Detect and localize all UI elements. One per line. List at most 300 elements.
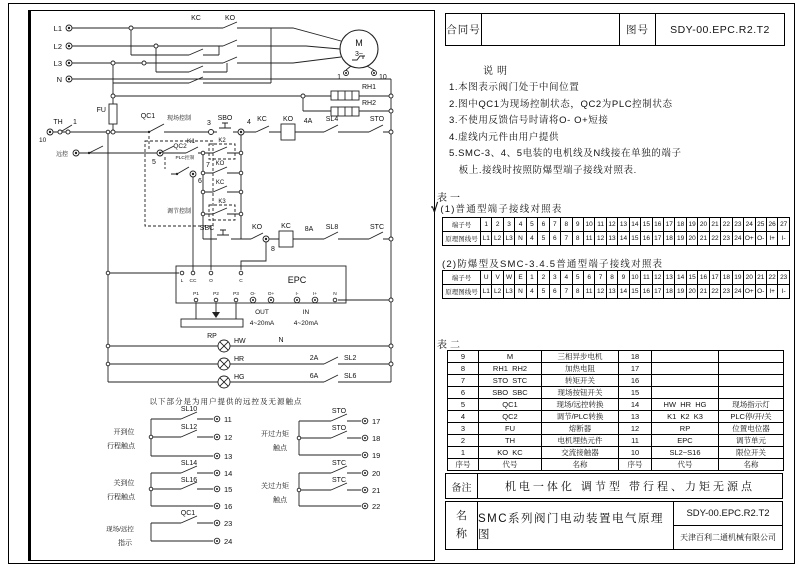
terminal-18-dot <box>364 437 366 439</box>
table-row <box>448 459 784 471</box>
label-6a: 6A <box>309 373 319 380</box>
cell: 26 <box>766 218 777 232</box>
label-in: IN <box>302 309 310 316</box>
cell: 加热电阻 <box>542 363 619 375</box>
label-k2: K2 <box>218 138 226 144</box>
cell: 17 <box>664 218 675 232</box>
cell: 1 <box>481 218 492 232</box>
table-row <box>448 375 784 387</box>
label-travel-contacts2: 行程触点 <box>107 494 135 501</box>
cell <box>652 363 719 375</box>
cell: K1 K2 K3 <box>652 411 719 423</box>
label-stc-g2: STC <box>332 477 346 484</box>
table-row <box>443 271 790 285</box>
cell: L3 <box>503 285 514 299</box>
junction <box>297 436 301 440</box>
cell: 18 <box>664 232 675 246</box>
junction <box>301 94 305 98</box>
label-qc2: QC2 <box>173 143 187 150</box>
label-rh2: RH2 <box>362 100 377 107</box>
table-row <box>443 218 790 232</box>
terminal-table-ex-body <box>443 271 790 299</box>
cell: SL2~S16 <box>652 447 719 459</box>
component-table-body <box>448 351 784 471</box>
cell: L3 <box>503 232 514 246</box>
table-row <box>448 387 784 399</box>
cell: I+ <box>766 232 777 246</box>
label-sl2: SL2 <box>344 355 357 362</box>
cell: 1 <box>526 271 537 285</box>
label-ko-rung: KO <box>215 161 225 167</box>
user-contacts-section <box>106 396 380 547</box>
cell: 熔断器 <box>542 423 619 435</box>
label-in-ma: 4~20mA <box>293 320 319 327</box>
cell: RH1 RH2 <box>479 363 542 375</box>
contact-blades <box>189 22 237 83</box>
table-row <box>448 423 784 435</box>
motor-terminal-10-dot <box>373 72 375 74</box>
cell <box>652 375 719 387</box>
junction <box>201 151 205 155</box>
cell: 3 <box>549 271 560 285</box>
epc-terminal-n <box>333 298 337 302</box>
label-contacts2: 触点 <box>273 497 287 504</box>
cell: 17 <box>652 232 663 246</box>
cell: 11 <box>641 271 652 285</box>
cell: 11 <box>583 285 594 299</box>
label-rp: RP <box>207 333 217 340</box>
cell: 6 <box>583 271 594 285</box>
terminal-21-dot <box>364 489 366 491</box>
circuit-svg <box>31 11 431 558</box>
cell: 位置电位器 <box>719 423 784 435</box>
terminal-24-dot <box>216 540 218 542</box>
terminal-22-dot <box>364 505 366 507</box>
cell: 9 <box>448 351 479 363</box>
terminal-16-dot <box>216 505 218 507</box>
cell: 23 <box>721 232 732 246</box>
remark-row <box>445 473 783 499</box>
terminal-13-dot <box>216 455 218 457</box>
cell: 21 <box>709 218 720 232</box>
cell: L1 <box>481 285 492 299</box>
table-row <box>448 435 784 447</box>
junction <box>142 61 146 65</box>
ko-coil <box>281 124 295 140</box>
label-l2: L2 <box>53 42 62 51</box>
label-t12: 12 <box>224 433 233 442</box>
cell: L2 <box>492 232 503 246</box>
label-motor-phase: 3~ <box>355 51 363 58</box>
note-item: 1.本图表示阀门处于中间位置 <box>449 82 580 93</box>
label-epc-o: O <box>209 279 213 284</box>
cell: 17 <box>709 271 720 285</box>
label-local-ctrl: 现场控制 <box>166 116 192 122</box>
control-section <box>39 104 393 271</box>
cell: 8 <box>606 271 617 285</box>
label-w1: 1 <box>73 119 77 126</box>
sl2-blade <box>324 357 338 364</box>
cell: HW HR HG <box>652 399 719 411</box>
cell: 12 <box>619 423 652 435</box>
cell: 9 <box>572 218 583 232</box>
cell <box>719 387 784 399</box>
cell: 13 <box>606 285 617 299</box>
epc-section <box>106 130 393 382</box>
junction <box>201 171 205 175</box>
junction <box>239 151 243 155</box>
junction <box>239 190 243 194</box>
cell: 序号 <box>448 459 479 471</box>
terminal-l2-dot <box>68 45 70 47</box>
name-label-text: 名称 <box>456 509 467 540</box>
cell: 16 <box>641 232 652 246</box>
note-item: 5.SMC-3、4、5电装的电机线及N线接在单独的端子 <box>449 148 682 159</box>
label-hg: HG <box>234 374 245 381</box>
cell: 7 <box>448 375 479 387</box>
cell <box>719 375 784 387</box>
cell: I+ <box>766 285 777 299</box>
label-contacts1: 触点 <box>273 445 287 452</box>
cell: 5 <box>448 399 479 411</box>
heater-wires <box>113 96 391 111</box>
cell: O- <box>755 232 766 246</box>
cell: L2 <box>492 285 503 299</box>
qc1-blade <box>149 124 164 132</box>
cell: 20 <box>686 285 697 299</box>
table-row <box>448 363 784 375</box>
cell: W <box>503 271 514 285</box>
cell: TH <box>479 435 542 447</box>
cell: 21 <box>698 232 709 246</box>
cell: 13 <box>618 218 629 232</box>
rp-wiper-arrow <box>212 312 220 318</box>
motor-terminal-1-dot <box>345 72 347 74</box>
label-epc-cc: CC <box>189 279 197 284</box>
label-terminal-5: 5 <box>152 159 156 166</box>
junction <box>389 109 393 113</box>
label-sl8: SL8 <box>325 224 339 231</box>
cell: 16 <box>619 375 652 387</box>
terminal-4-dot <box>240 131 242 133</box>
cell: 6 <box>448 387 479 399</box>
label-n: N <box>56 75 62 84</box>
label-terminal-3: 3 <box>207 120 211 127</box>
sl6-blade <box>324 375 338 382</box>
table1-sub2-title-text: (2)防爆型及SMC-3.4.5普通型端子接线对照表 <box>442 259 664 270</box>
close-torque-wires <box>299 473 361 506</box>
label-qc1-ind: QC1 <box>180 510 196 517</box>
cell: 原理图线号 <box>443 285 481 299</box>
cell: 7 <box>549 218 560 232</box>
kc-branch-wires <box>113 28 271 104</box>
cell: 2 <box>492 218 503 232</box>
label-kc-nc: KC <box>257 116 267 123</box>
cell: KO KC <box>479 447 542 459</box>
cell: 11 <box>595 218 606 232</box>
label-t22: 22 <box>372 502 381 511</box>
cell: 14 <box>629 218 640 232</box>
cell: 交流接触器 <box>542 447 619 459</box>
label-sto: STO <box>369 116 385 123</box>
cell: SBO SBC <box>479 387 542 399</box>
label-k3: K3 <box>218 199 226 205</box>
cell <box>719 351 784 363</box>
stc-blade <box>369 232 383 239</box>
label-t15: 15 <box>224 485 233 494</box>
cell <box>652 351 719 363</box>
cell: 8 <box>561 218 572 232</box>
motor-circle <box>340 30 378 68</box>
epc-terminal-p1 <box>194 298 198 302</box>
cell: 现场指示灯 <box>719 399 784 411</box>
cell: V <box>492 271 503 285</box>
label-t23: 23 <box>224 519 233 528</box>
cell: 1 <box>448 447 479 459</box>
label-motor: M <box>355 38 363 48</box>
table-row <box>443 232 790 246</box>
resistor-rh2-div <box>338 107 352 116</box>
label-ko: KO <box>224 15 236 22</box>
cell: 10 <box>583 218 594 232</box>
cell: 序号 <box>619 459 652 471</box>
cell: 12 <box>595 232 606 246</box>
cell: 8 <box>448 363 479 375</box>
cell: 17 <box>619 363 652 375</box>
cell: 18 <box>619 351 652 363</box>
cell: 14 <box>619 399 652 411</box>
cell: 端子号 <box>443 271 481 285</box>
junction <box>389 237 393 241</box>
label-sl16: SL16 <box>180 477 198 484</box>
cell: 3 <box>503 218 514 232</box>
table-row <box>448 351 784 363</box>
label-close-travel: 关到位 <box>113 480 135 487</box>
cell: 7 <box>595 271 606 285</box>
terminal-19-dot <box>364 454 366 456</box>
label-epc-c: C <box>239 279 243 284</box>
label-reg-ctrl: 调节控制 <box>166 209 192 215</box>
cell: 22 <box>766 271 777 285</box>
cell: 19 <box>732 271 743 285</box>
drawing-title: SMC系列阀门电动装置电气原理图 <box>478 502 674 549</box>
cell: STO STC <box>479 375 542 387</box>
cell: 21 <box>698 285 709 299</box>
cell: 4 <box>515 218 526 232</box>
company-name: 天津百利二通机械有限公司 <box>680 533 776 542</box>
label-motor-t1: 1 <box>337 74 341 81</box>
label-t17: 17 <box>372 417 381 426</box>
label-out: OUT <box>255 309 269 316</box>
cell: 20 <box>744 271 755 285</box>
cell: 现场按钮开关 <box>542 387 619 399</box>
label-kc: KC <box>191 15 201 22</box>
user-note: 以下部分是为用户提供的远控及无源触点 <box>149 397 303 406</box>
cell: 22 <box>709 232 720 246</box>
cell: 调节/PLC转换 <box>542 411 619 423</box>
terminal-23-dot <box>216 522 218 524</box>
label-8a: 8A <box>304 226 314 233</box>
label-th: TH <box>53 119 63 126</box>
label-remote: 远控 <box>55 152 68 158</box>
cell: 6 <box>549 285 560 299</box>
terminal-3 <box>209 130 214 135</box>
epc-terminal-cc <box>191 271 195 275</box>
terminal-table-explosion-proof <box>442 270 790 299</box>
label-terminal-6: 6 <box>198 178 202 185</box>
cell: 15 <box>619 387 652 399</box>
cell: 11 <box>583 232 594 246</box>
cell: 12 <box>652 271 663 285</box>
contract-no-label: 合同号 <box>446 24 481 36</box>
label-out-ma: 4~20mA <box>249 320 275 327</box>
cell: 5 <box>538 232 549 246</box>
cell: 5 <box>526 218 537 232</box>
note-item: 板上.接线时按照防爆型端子接线对照表. <box>449 164 637 176</box>
label-sl10: SL10 <box>180 406 198 413</box>
label-close-torque: 关过力矩 <box>261 483 289 490</box>
label-travel-contacts: 行程触点 <box>107 443 135 450</box>
label-hr: HR <box>234 356 245 363</box>
note-item: 4.虚线内元件由用户提供 <box>449 131 560 143</box>
epc-terminal-i-minus-dot <box>296 299 298 301</box>
cell: E <box>515 271 526 285</box>
label-rh1: RH1 <box>362 84 377 91</box>
contract-no-value <box>481 14 619 45</box>
epc-box <box>176 266 346 303</box>
junction <box>149 435 153 439</box>
cell: 4 <box>526 232 537 246</box>
cell: 代号 <box>652 459 719 471</box>
label-t19: 19 <box>372 451 381 460</box>
label-epc-n2: N <box>333 292 337 297</box>
cell: 转矩开关 <box>542 375 619 387</box>
cell: 原理图线号 <box>443 232 481 246</box>
cell: 9 <box>618 271 629 285</box>
label-local-remote: 现场/远控 <box>106 526 134 533</box>
label-t18: 18 <box>372 434 381 443</box>
fuse-fu <box>109 104 117 124</box>
label-terminal-8: 8 <box>271 246 275 253</box>
epc-terminal-i-plus-dot <box>314 299 316 301</box>
sbc-button <box>217 230 229 235</box>
cell: 21 <box>755 271 766 285</box>
terminal-table-normal <box>442 217 790 246</box>
cell: PLC停/开/关 <box>719 411 784 423</box>
cell: 5 <box>538 285 549 299</box>
label-2a: 2A <box>309 355 319 362</box>
cell: 20 <box>698 218 709 232</box>
label-k1: K1 <box>187 138 195 145</box>
circuit-diagram-box <box>28 10 435 561</box>
junction <box>389 344 393 348</box>
label-i-minus: I- <box>295 292 299 297</box>
cell: 现场/远控转换 <box>542 399 619 411</box>
cell: 19 <box>675 285 686 299</box>
cell: 6 <box>549 232 560 246</box>
cell: 电机埋热元件 <box>542 435 619 447</box>
cell: 7 <box>561 285 572 299</box>
cell: EPC <box>652 435 719 447</box>
remark-value: 机电一体化 调节型 带行程、力矩无源点 <box>504 481 756 493</box>
junction <box>297 488 301 492</box>
cell: 5 <box>572 271 583 285</box>
cell: 4 <box>526 285 537 299</box>
junction <box>389 362 393 366</box>
table-row <box>448 399 784 411</box>
qc2-pole2 <box>171 167 189 174</box>
table2-label: 表二 <box>437 340 463 351</box>
cell: 14 <box>618 285 629 299</box>
terminal-n-dot <box>68 78 70 80</box>
cell: 7 <box>561 232 572 246</box>
terminal-w10-dot <box>49 131 51 133</box>
sbo-button <box>219 123 231 128</box>
label-t16: 16 <box>224 502 233 511</box>
cell: O+ <box>744 232 755 246</box>
label-o-minus: O- <box>250 292 256 297</box>
label-epc-l: L <box>180 279 184 284</box>
ko-nc-blade <box>251 233 263 239</box>
terminal-remote-dot <box>75 152 77 154</box>
cell: 16 <box>641 285 652 299</box>
cell: 24 <box>732 285 743 299</box>
cell: 13 <box>606 232 617 246</box>
sto-blade <box>369 125 383 132</box>
note-item: 2.图中QC1为现场控制状态，QC2为PLC控制状态 <box>449 98 673 110</box>
cell: 15 <box>629 232 640 246</box>
cell: 12 <box>595 285 606 299</box>
junction <box>111 94 115 98</box>
label-t24: 24 <box>224 537 233 546</box>
th-contact-b <box>66 130 70 134</box>
label-sbc: SBC <box>199 225 215 232</box>
label-wire-7: 7 <box>206 162 210 169</box>
terminal-6-dot <box>192 173 194 175</box>
cell: 端子号 <box>443 218 481 232</box>
label-open-travel: 开到位 <box>113 429 135 436</box>
cell: 18 <box>721 271 732 285</box>
junction <box>389 130 393 134</box>
cell: 18 <box>675 218 686 232</box>
cell: N <box>515 285 526 299</box>
label-terminal-4: 4 <box>247 119 251 126</box>
label-l3: L3 <box>53 59 62 68</box>
cell: 12 <box>606 218 617 232</box>
label-sl6: SL6 <box>344 373 357 380</box>
cell: 调节单元 <box>719 435 784 447</box>
label-t13: 13 <box>224 452 233 461</box>
cell <box>719 363 784 375</box>
label-indication: 指示 <box>118 540 132 547</box>
label-sl14: SL14 <box>180 460 198 467</box>
label-kc-rung: KC <box>215 180 225 186</box>
terminal-20-dot <box>364 472 366 474</box>
label-t14: 14 <box>224 469 233 478</box>
cell: FU <box>479 423 542 435</box>
cell: 15 <box>686 271 697 285</box>
label-stc: STC <box>370 224 384 231</box>
epc-terminal-o <box>209 271 213 275</box>
qc1-pivot <box>148 131 150 133</box>
junction <box>106 362 110 366</box>
label-ko-nc: KO <box>251 224 263 231</box>
label-open-torque: 开过力矩 <box>261 431 289 438</box>
table-row <box>448 411 784 423</box>
cell: I- <box>778 285 790 299</box>
cell: 10 <box>619 447 652 459</box>
epc-terminal-c <box>239 271 243 275</box>
